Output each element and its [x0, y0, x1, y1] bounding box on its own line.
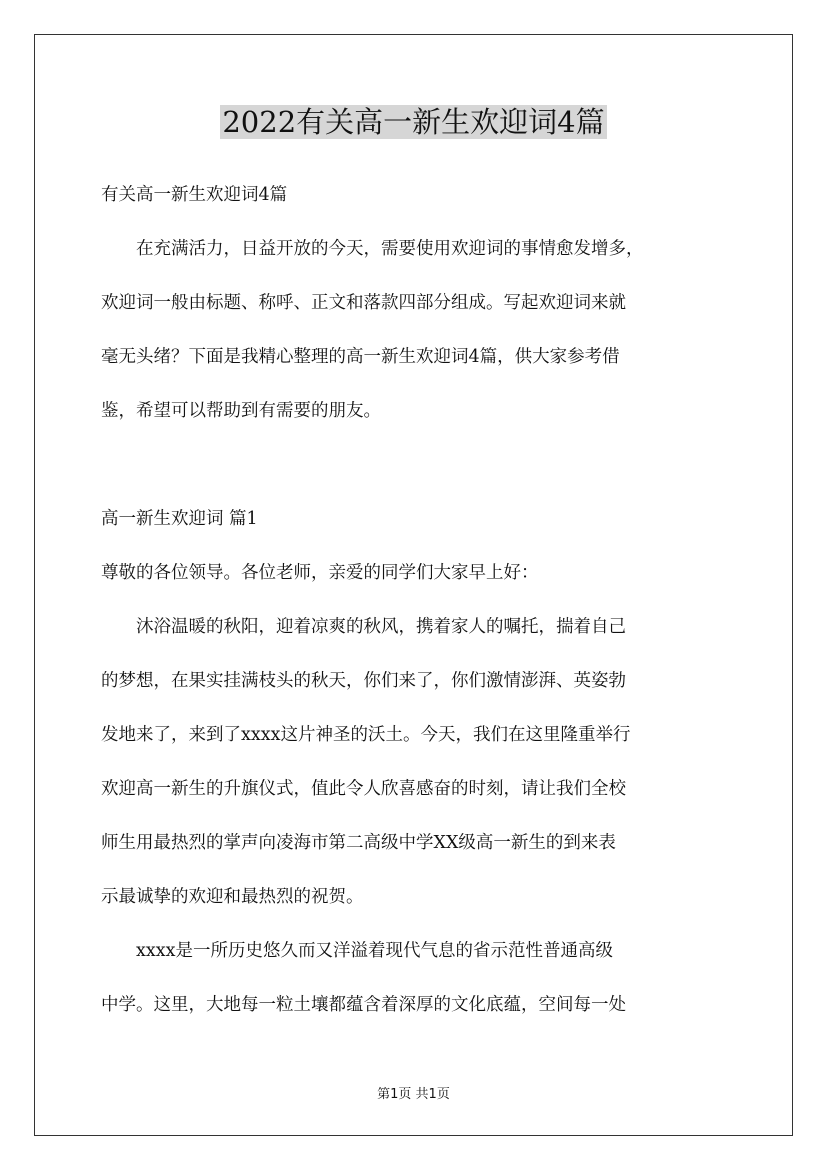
body-line: xxxx是一所历史悠久而又洋溢着现代气息的省示范性普通高级	[136, 941, 613, 961]
intro-line: 鉴，希望可以帮助到有需要的朋友。	[101, 401, 381, 421]
paragraph-gap	[101, 438, 727, 492]
body-line: 沐浴温暖的秋阳，迎着凉爽的秋风，携着家人的嘱托，揣着自己	[136, 617, 626, 637]
section-heading: 高一新生欢迎词 篇1	[101, 509, 258, 529]
document-subtitle: 有关高一新生欢迎词4篇	[101, 185, 288, 205]
salutation: 尊敬的各位领导。各位老师，亲爱的同学们大家早上好：	[101, 563, 539, 583]
body-line: 的梦想，在果实挂满枝头的秋天，你们来了，你们激情澎湃、英姿勃	[101, 671, 626, 691]
body-paragraph-1	[101, 600, 727, 924]
document-title: 2022有关高一新生欢迎词4篇	[222, 105, 605, 139]
page-footer: 第1页 共1页	[377, 1087, 450, 1102]
intro-paragraph	[101, 222, 727, 438]
body-paragraph-2	[101, 924, 727, 1032]
body-line: 欢迎高一新生的升旗仪式，值此令人欣喜感奋的时刻，请让我们全校	[101, 779, 626, 799]
body-line: 发地来了，来到了xxxx这片神圣的沃土。今天，我们在这里隆重举行	[101, 725, 631, 745]
intro-line: 欢迎词一般由标题、称呼、正文和落款四部分组成。写起欢迎词来就	[101, 293, 626, 313]
document-body	[101, 168, 727, 1032]
intro-line: 毫无头绪？下面是我精心整理的高一新生欢迎词4篇，供大家参考借	[101, 347, 620, 367]
body-line: 中学。这里，大地每一粒土壤都蕴含着深厚的文化底蕴，空间每一处	[101, 995, 626, 1015]
body-line: 示最诚挚的欢迎和最热烈的祝贺。	[101, 887, 364, 907]
body-line: 师生用最热烈的掌声向凌海市第二高级中学XX级高一新生的到来表	[101, 833, 616, 853]
intro-line: 在充满活力，日益开放的今天，需要使用欢迎词的事情愈发增多，	[136, 239, 644, 259]
